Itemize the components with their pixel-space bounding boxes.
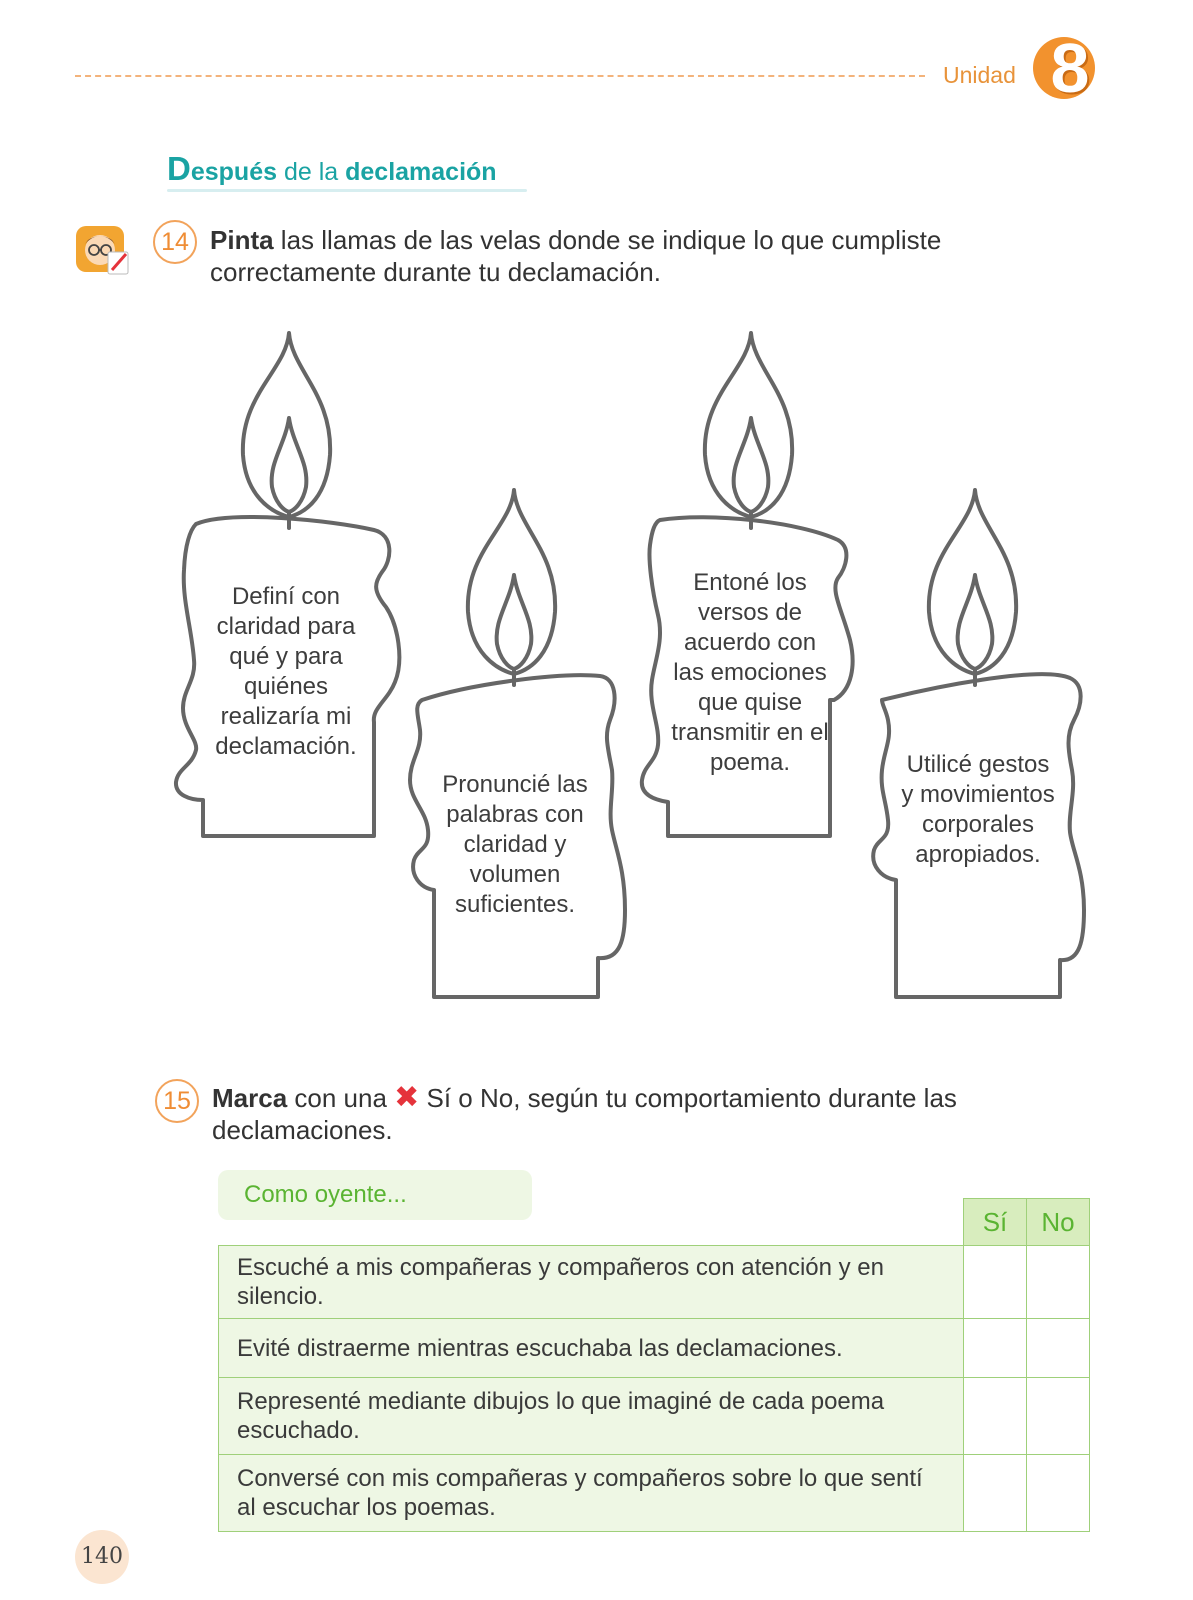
column-header-yes: Sí: [964, 1199, 1027, 1246]
checklist-section-header: Como oyente...: [218, 1170, 532, 1220]
column-header-no: No: [1027, 1199, 1090, 1246]
table-row: [219, 1378, 1090, 1455]
row-statement: Representé mediante dibujos lo que imaginé de cada poema escuchado.: [219, 1378, 964, 1455]
row-4-no-checkbox[interactable]: [1027, 1455, 1090, 1532]
row-1-no-checkbox[interactable]: [1027, 1246, 1090, 1319]
red-x-icon: ✖: [394, 1081, 420, 1114]
candle-1-text: Definí con claridad para qué y para quiénes realizaría mi declamación.: [215, 583, 357, 760]
row-1-yes-checkbox[interactable]: [964, 1246, 1027, 1319]
page-number: 140: [75, 1530, 129, 1584]
question-15-text: Marca con una ✖ Sí o No, según tu comportamiento durante las declamaciones.: [212, 1081, 957, 1145]
section-title: Después de la declamación: [167, 150, 497, 187]
question-14-text: Pinta las llamas de las velas donde se indique lo que cumpliste correctamente durante tu declamación.: [210, 225, 942, 287]
row-3-yes-checkbox[interactable]: [964, 1378, 1027, 1455]
row-2-no-checkbox[interactable]: [1027, 1319, 1090, 1378]
row-statement: Conversé con mis compañeras y compañeros sobre lo que sentí al escuchar los poemas.: [219, 1455, 964, 1532]
unit-label: Unidad: [943, 62, 1016, 88]
candle-4-text: Utilicé gestos y movimientos corporales apropiados.: [901, 751, 1055, 868]
row-2-yes-checkbox[interactable]: [964, 1319, 1027, 1378]
table-row: [219, 1319, 1090, 1378]
table-row: [219, 1246, 1090, 1319]
checklist-header-spacer: [219, 1199, 964, 1246]
candle-2: [410, 490, 625, 997]
candle-4: [873, 490, 1084, 997]
candle-3-text: Entoné los versos de acuerdo con las emociones que quise transmitir en el poema.: [671, 569, 829, 776]
row-4-yes-checkbox[interactable]: [964, 1455, 1027, 1532]
question-15-number: 15: [155, 1079, 199, 1123]
unit-number: 8: [1050, 29, 1090, 107]
checklist-table: [218, 1198, 1090, 1532]
table-row: [219, 1455, 1090, 1532]
row-statement: Escuché a mis compañeras y compañeros con atención y en silencio.: [219, 1246, 964, 1319]
row-statement: Evité distraerme mientras escuchaba las declamaciones.: [219, 1319, 964, 1378]
row-3-no-checkbox[interactable]: [1027, 1378, 1090, 1455]
candle-2-text: Pronuncié las palabras con claridad y volumen suficientes.: [442, 771, 588, 918]
question-14-number: 14: [153, 220, 197, 264]
